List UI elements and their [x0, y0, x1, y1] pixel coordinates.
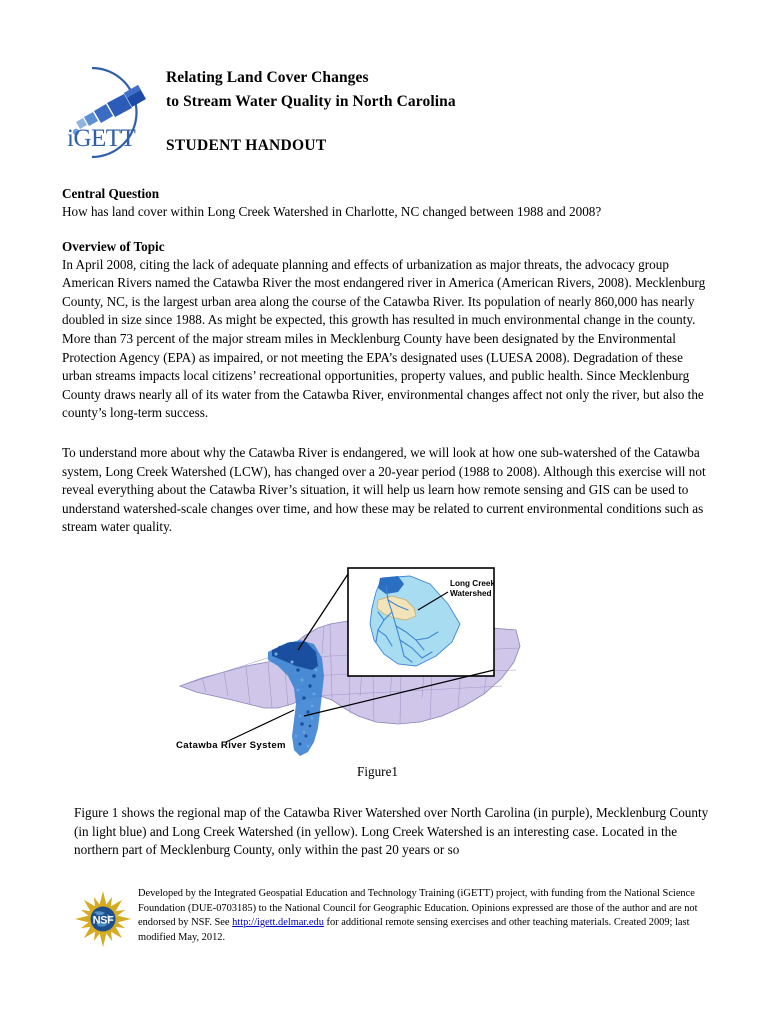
catawba-leader-line	[226, 710, 294, 742]
svg-text:NSF: NSF	[92, 914, 114, 927]
title-block	[166, 66, 706, 155]
overview-paragraph-2: To understand more about why the Catawba River is endangered, we will look at how one sub-watershed of the Catawba system, Long Creek Watershed (LCW), has changed over a 20-year period (1988 to 2008). Although this exercise will not reveal everything about the Catawba River’s situation, it will help us learn how remote sensing and GIS can be used to understand watershed-scale changes over time, and how these may be related to current environmental conditions such as stream water quality.	[62, 444, 706, 535]
inset-map-box	[348, 568, 495, 676]
figure-1	[62, 566, 710, 796]
spacer	[62, 222, 710, 239]
document-header	[62, 58, 712, 173]
central-question-body: How has land cover within Long Creek Watershed in Charlotte, NC changed between 1988 and 2008?	[62, 204, 602, 219]
handout-label: STUDENT HANDOUT	[166, 137, 327, 154]
inset-label-watershed: Watershed	[450, 589, 492, 598]
post-figure-text	[74, 804, 710, 860]
document-body	[62, 186, 710, 537]
document-footer	[74, 884, 714, 974]
footer-text-after-link: for additional remote sensing exercises and other teaching materials. Created 2009; last modified May, 2012.	[138, 917, 690, 943]
page-title-line-2: to Stream Water Quality in North Carolina	[166, 93, 456, 110]
spacer	[62, 423, 710, 444]
map-label-catawba-river-system: Catawba River System	[176, 740, 286, 751]
footer-attribution-text	[138, 887, 712, 945]
central-question-heading: Central Question	[62, 186, 160, 201]
igett-logo	[62, 60, 162, 165]
regional-map-graphic	[172, 566, 532, 766]
nsf-logo	[74, 890, 132, 948]
overview-paragraph-1: In April 2008, citing the lack of adequate planning and effects of urbanization as major threats, the advocacy group American Rivers named the Catawba River the most endangered river in America (American Rivers, 2008). Mecklenburg County, NC, is the largest urban area along the course of the Catawba River. Its population of nearly 860,000 has nearly doubled in size since 1988. As might be expected, this growth has resulted in much environmental change in the county. More than 73 percent of the major stream miles in Mecklenburg County have been designated by the Environmental Protection Agency (EPA) as impaired, or not meeting the EPA’s designated uses (LUESA 2008). Degradation of these urban streams impacts local citizens’ recreational opportunities, property values, and public health. Since Mecklenburg County draws nearly all of its water from the Catawba River, environmental changes affect not only the river, but also the county’s long-term success.	[62, 256, 706, 421]
figure-caption: Figure1	[357, 764, 399, 779]
svg-text:iGETT: iGETT	[67, 125, 136, 152]
overview-heading: Overview of Topic	[62, 238, 165, 254]
igett-website-link[interactable]: http://igett.delmar.edu	[232, 917, 324, 929]
footer-text-before-link: Developed by the Integrated Geospatial Education and Technology Training (iGETT) project, with funding from the National Science Foundation (DUE-0703185) to the National Council for Geographic Education. Opinions expressed are those of the author and are not endorsed by NSF. See	[138, 888, 698, 929]
page-title-line-1: Relating Land Cover Changes	[166, 69, 369, 86]
inset-label-long-creek: Long Creek	[450, 579, 496, 588]
figure-description-paragraph: Figure 1 shows the regional map of the Catawba River Watershed over North Carolina (in purple), Mecklenburg County (in light blue) and Long Creek Watershed (in yellow). Long Creek Watershed is an interesting case. Located in the northern part of Mecklenburg County, only within the past 20 years or so	[74, 805, 709, 858]
